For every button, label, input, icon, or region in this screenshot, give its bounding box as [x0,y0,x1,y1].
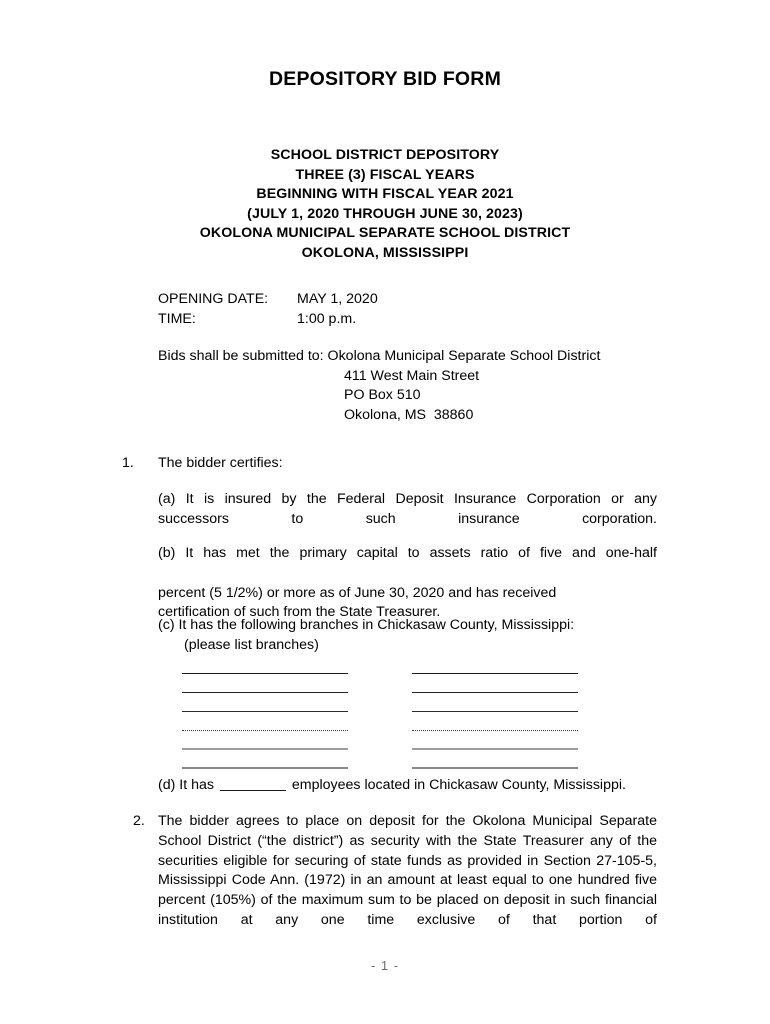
branch-rule-left[interactable] [182,692,348,693]
submission-address-line-1: Bids shall be submitted to: Okolona Municipal Separate School District [158,348,601,364]
sub-paragraph-d [158,776,657,796]
numbered-item-1 [122,454,657,474]
document-header-block [0,146,770,264]
submission-address-line-3: PO Box 510 [344,387,421,403]
branch-rule-left[interactable] [182,748,348,750]
branch-rule-right[interactable] [412,748,578,750]
branch-rule-left[interactable] [182,673,348,674]
branch-rule-right[interactable] [412,673,578,674]
branch-rule-row [182,731,582,750]
branch-rule-right[interactable] [412,692,578,693]
header-line-4: (JULY 1, 2020 THROUGH JUNE 30, 2023) [247,205,523,222]
item-1-number: 1. [122,455,134,471]
item-1-text: The bidder certifies: [158,455,283,471]
submission-address-line-4: Okolona, MS 38860 [344,406,474,423]
branch-rule-row [182,674,582,693]
sub-paragraph-c-line-1: (c) It has the following branches in Chickasaw County, Mississippi: [158,617,575,633]
branch-rule-right[interactable] [412,730,578,731]
submission-address-block [158,347,600,425]
branch-rule-row [182,712,582,731]
page-title: DEPOSITORY BID FORM [268,68,502,90]
item-2-text: The bidder agrees to place on deposit for the Okolona Municipal Separate School District (“the district”) as security with the State Treasurer any of the securities eligible for securing of state funds as provided in Section 27-105-5, Mississippi Code Ann. (1972) in an amount at least equal to one hundred five percent (105%) of the maximum sum to be placed on deposit in such financial institution at any one time exclusive of that portion of [158,813,657,928]
branch-rule-row [182,750,582,769]
branch-rule-left[interactable] [182,730,348,731]
sub-paragraph-b-line-3: certification of such from the State Treasurer. [158,604,441,621]
numbered-item-1-row [122,454,657,474]
branch-rule-row [182,655,582,674]
header-line-1: SCHOOL DISTRICT DEPOSITORY [270,147,500,163]
page-number-footer: - 1 - [370,958,400,973]
opening-date-row [158,290,378,310]
opening-time-value: 1:00 p.m. [297,310,357,327]
branch-rule-row [182,693,582,712]
opening-date-label: OPENING DATE: [158,291,269,307]
employee-count-blank[interactable] [220,790,286,791]
branch-rule-right[interactable] [412,767,578,769]
header-line-6: OKOLONA, MISSISSIPPI [301,244,469,261]
numbered-item-2 [133,812,657,951]
header-line-5: OKOLONA MUNICIPAL SEPARATE SCHOOL DISTRICT [199,225,571,242]
header-line-3: BEGINNING WITH FISCAL YEAR 2021 [256,186,514,203]
submission-address-line-2: 411 West Main Street [344,367,480,384]
sub-paragraph-c-line-2: (please list branches) [184,636,319,653]
item-2-number: 2. [133,813,145,829]
branch-fill-in-rules [182,655,582,769]
sub-paragraph-d-prefix: (d) It has [158,777,214,793]
sub-paragraph-d-suffix: employees located in Chickasaw County, Mississippi. [291,777,626,793]
branch-rule-right[interactable] [412,711,578,712]
opening-info-block [158,290,378,329]
branch-rule-left[interactable] [182,767,348,769]
header-line-2: THREE (3) FISCAL YEARS [295,166,475,183]
sub-paragraph-b-line-2: percent (5 1/2%) or more as of June 30, 2020 and has received [158,584,557,601]
opening-date-value: MAY 1, 2020 [297,291,378,307]
sub-paragraph-c [158,616,657,656]
branch-rule-left[interactable] [182,711,348,712]
sub-paragraph-b [158,544,657,623]
numbered-item-2-row [133,812,657,951]
opening-time-row [158,310,378,330]
sub-paragraph-b-line-1: (b) It has met the primary capital to assets ratio of five and one-half [158,545,657,561]
sub-paragraph-a: (a) It is insured by the Federal Deposit Insurance Corporation or any successors to such insurance corporation. [158,491,657,527]
opening-time-label: TIME: [158,310,196,327]
